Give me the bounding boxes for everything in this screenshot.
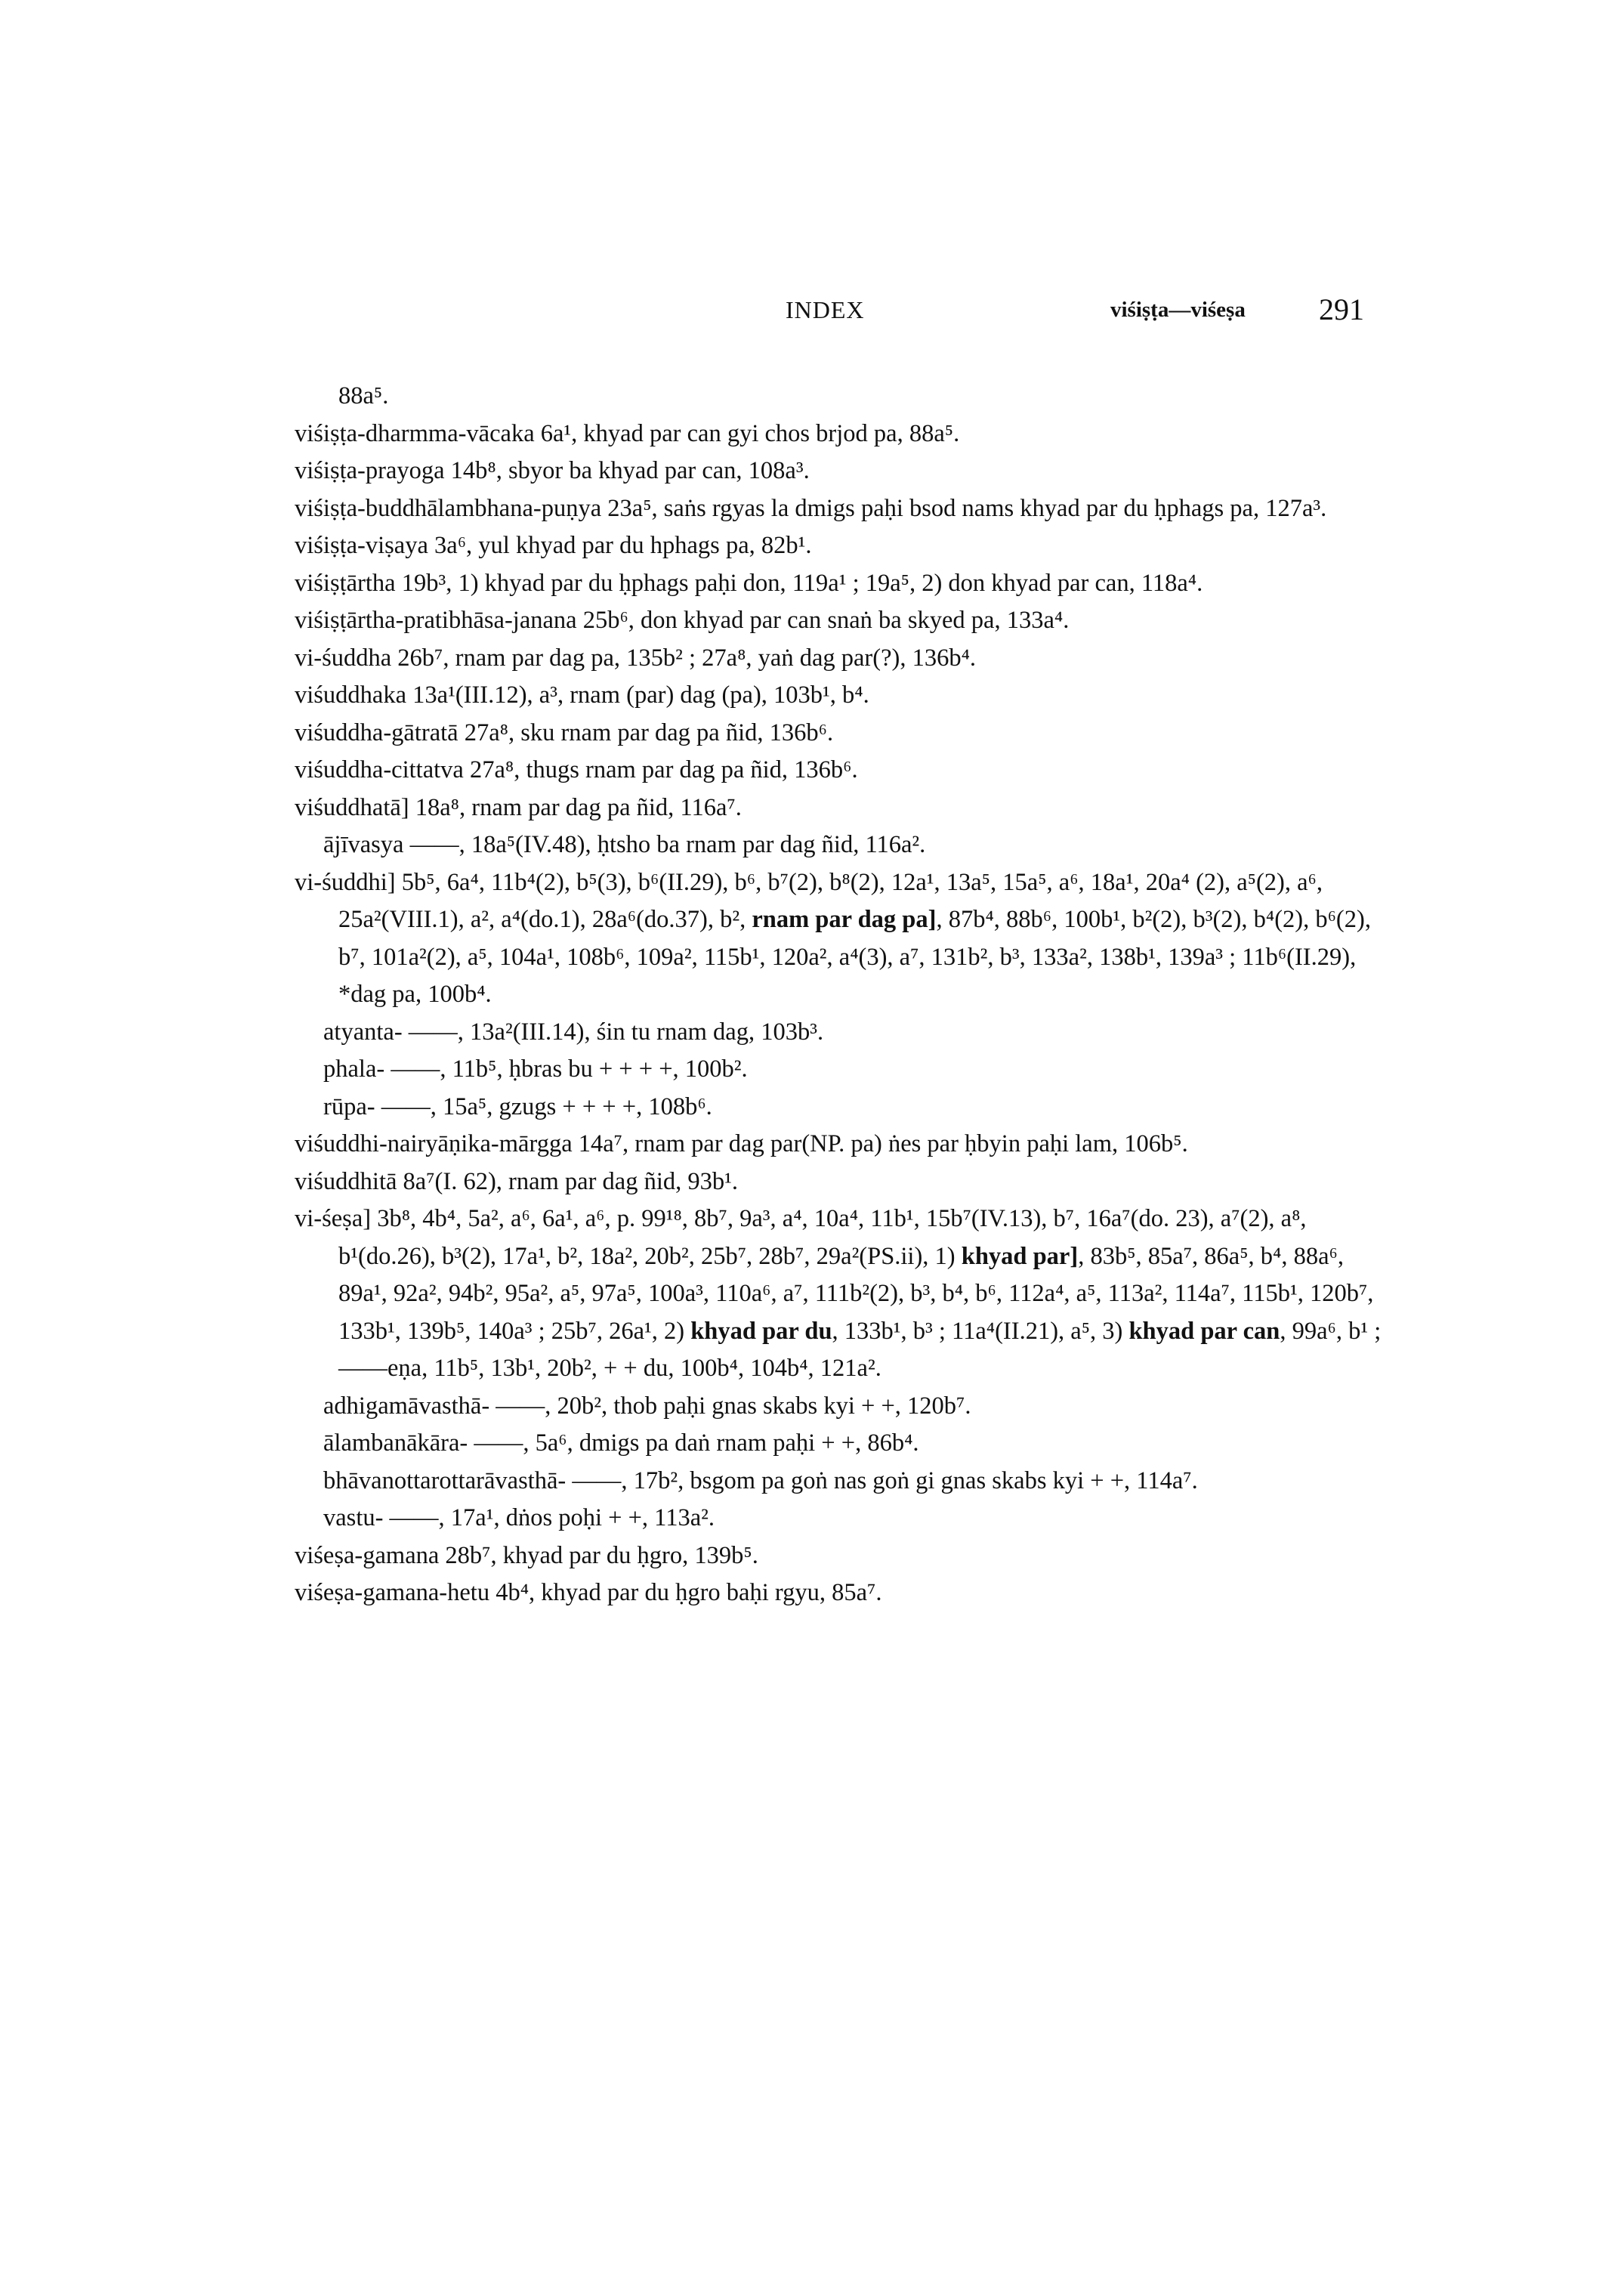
entry-text: , 87b⁴, 88b⁶, 100b¹, b²(2), b³(2), b⁴(2), b⁶(2), b⁷, 101a²(2), a⁵, 104a¹, 108b⁶, 109a², 115b¹, 120a², a⁴(3), a⁷, 131b², b³, 133a², 138b¹, 139a³ ; 11b⁶(II.29), *dag pa, 100b⁴.: [338, 906, 1371, 1008]
header-title: INDEX: [786, 296, 865, 323]
entry-text: , 99a⁶, b¹ ;: [1280, 1317, 1382, 1345]
entry-text: vi-śeṣa] 3b⁸, 4b⁴, 5a², a⁶, 6a¹, a⁶, p. 99¹⁸, 8b⁷, 9a³, a⁴, 10a⁴, 11b¹, 15b⁷(IV.13), b⁷, 16a⁷(do. 23), a⁷(2), a⁸, b¹(do.26), b³(2), 17a¹, b², 18a², 20b², 25b⁷, 28b⁷, 29a²(PS.ii), 1): [295, 1205, 1307, 1270]
index-entry: viśuddhatā] 18a⁸, rnam par dag pa ñid, 116a⁷.: [295, 793, 742, 821]
index-entry: viśuddhaka 13a¹(III.12), a³, rnam (par) dag (pa), 103b¹, b⁴.: [295, 681, 869, 709]
index-entry: [295, 864, 1386, 1014]
index-entry: vi-śuddha 26b⁷, rnam par dag pa, 135b² ; 27a⁸, yaṅ dag par(?), 136b⁴.: [295, 644, 977, 672]
index-continuation: ——eṇa, 11b⁵, 13b¹, 20b², + + du, 100b⁴, 104b⁴, 121a².: [338, 1355, 881, 1382]
index-body: [295, 378, 1386, 1612]
entry-bold-text: khyad par]: [961, 1242, 1079, 1270]
page-number: 291: [1319, 292, 1364, 326]
index-entry: viśiṣṭārtha 19b³, 1) khyad par du ḥphags paḥi don, 119a¹ ; 19a⁵, 2) don khyad par can, 118a⁴.: [295, 569, 1203, 597]
index-entry: viśiṣṭa-buddhālambhana-puṇya 23a⁵, saṅs rgyas la dmigs paḥi bsod nams khyad par du ḥphags pa, 127a³.: [295, 494, 1327, 522]
index-entry: viśuddhitā 8a⁷(I. 62), rnam par dag ñid, 93b¹.: [295, 1167, 738, 1195]
index-subentry: ājīvasya ——, 18a⁵(IV.48), ḥtsho ba rnam par dag ñid, 116a².: [323, 831, 926, 858]
index-subentry: adhigamāvasthā- ——, 20b², thob paḥi gnas skabs kyi + +, 120b⁷.: [323, 1392, 971, 1420]
entry-bold-text: khyad par can: [1128, 1317, 1280, 1345]
index-entry: viśiṣṭārtha-pratibhāsa-janana 25b⁶, don khyad par can snaṅ ba skyed pa, 133a⁴.: [295, 607, 1070, 634]
index-entry: viśiṣṭa-viṣaya 3a⁶, yul khyad par du hphags pa, 82b¹.: [295, 532, 812, 559]
index-subentry: ālambanākāra- ——, 5a⁶, dmigs pa daṅ rnam paḥi + +, 86b⁴.: [323, 1429, 919, 1457]
entry-bold-text: khyad par du: [690, 1317, 832, 1345]
index-entry: viśuddhi-nairyāṇika-mārgga 14a⁷, rnam par dag par(NP. pa) ṅes par ḥbyin paḥi lam, 106b⁵.: [295, 1130, 1188, 1157]
index-entry: viśiṣṭa-prayoga 14b⁸, sbyor ba khyad par can, 108a³.: [295, 457, 810, 484]
index-subentry: rūpa- ——, 15a⁵, gzugs + + + +, 108b⁶.: [323, 1092, 712, 1120]
index-entry: viśuddha-gātratā 27a⁸, sku rnam par dag pa ñid, 136b⁶.: [295, 718, 834, 746]
entry-text: , 83b⁵, 85a⁷, 86a⁵, b⁴, 88a⁶, 89a¹, 92a², 94b², 95a², a⁵, 97a⁵, 100a³, 110a⁶, a⁷, 111b²(2), b³, b⁴, b⁶, 112a⁴, a⁵, 113a², 114a⁷, 115b¹, 120b⁷, 133b¹, 139b⁵, 140a³ ; 25b⁷, 26a¹, 2): [338, 1242, 1374, 1345]
index-entry: viśiṣṭa-dharmma-vācaka 6a¹, khyad par can gyi chos brjod pa, 88a⁵.: [295, 419, 960, 447]
index-entry: viśeṣa-gamana-hetu 4b⁴, khyad par du ḥgro baḥi rgyu, 85a⁷.: [295, 1579, 882, 1606]
index-subentry: vastu- ——, 17a¹, dṅos poḥi + +, 113a².: [323, 1504, 715, 1531]
running-header: [0, 292, 1624, 341]
entry-text: vi-śuddhi] 5b⁵, 6a⁴, 11b⁴(2), b⁵(3), b⁶(II.29), b⁶, b⁷(2), b⁸(2), 12a¹, 13a⁵, 15a⁵, a⁶, 18a¹, 20a⁴ (2), a⁵(2), a⁶, 25a²(VIII.1), a², a⁴(do.1), 28a⁶(do.37), b²,: [295, 868, 1323, 933]
index-continuation: 88a⁵.: [338, 382, 389, 409]
index-subentry: bhāvanottarottarāvasthā- ——, 17b², bsgom pa goṅ nas goṅ gi gnas skabs kyi + +, 114a⁷.: [323, 1466, 1198, 1494]
index-subentry: phala- ——, 11b⁵, ḥbras bu + + + +, 100b².: [323, 1055, 748, 1083]
header-range: viśiṣṭa—viśeṣa: [1110, 298, 1246, 322]
index-entry: viśeṣa-gamana 28b⁷, khyad par du ḥgro, 139b⁵.: [295, 1541, 758, 1569]
index-entry: [295, 1201, 1386, 1350]
index-subentry: atyanta- ——, 13a²(III.14), śin tu rnam dag, 103b³.: [323, 1018, 824, 1046]
index-entry: viśuddha-cittatva 27a⁸, thugs rnam par dag pa ñid, 136b⁶.: [295, 756, 858, 783]
entry-text: , 133b¹, b³ ; 11a⁴(II.21), a⁵, 3): [832, 1317, 1129, 1345]
entry-bold-text: rnam par dag pa]: [752, 906, 937, 933]
